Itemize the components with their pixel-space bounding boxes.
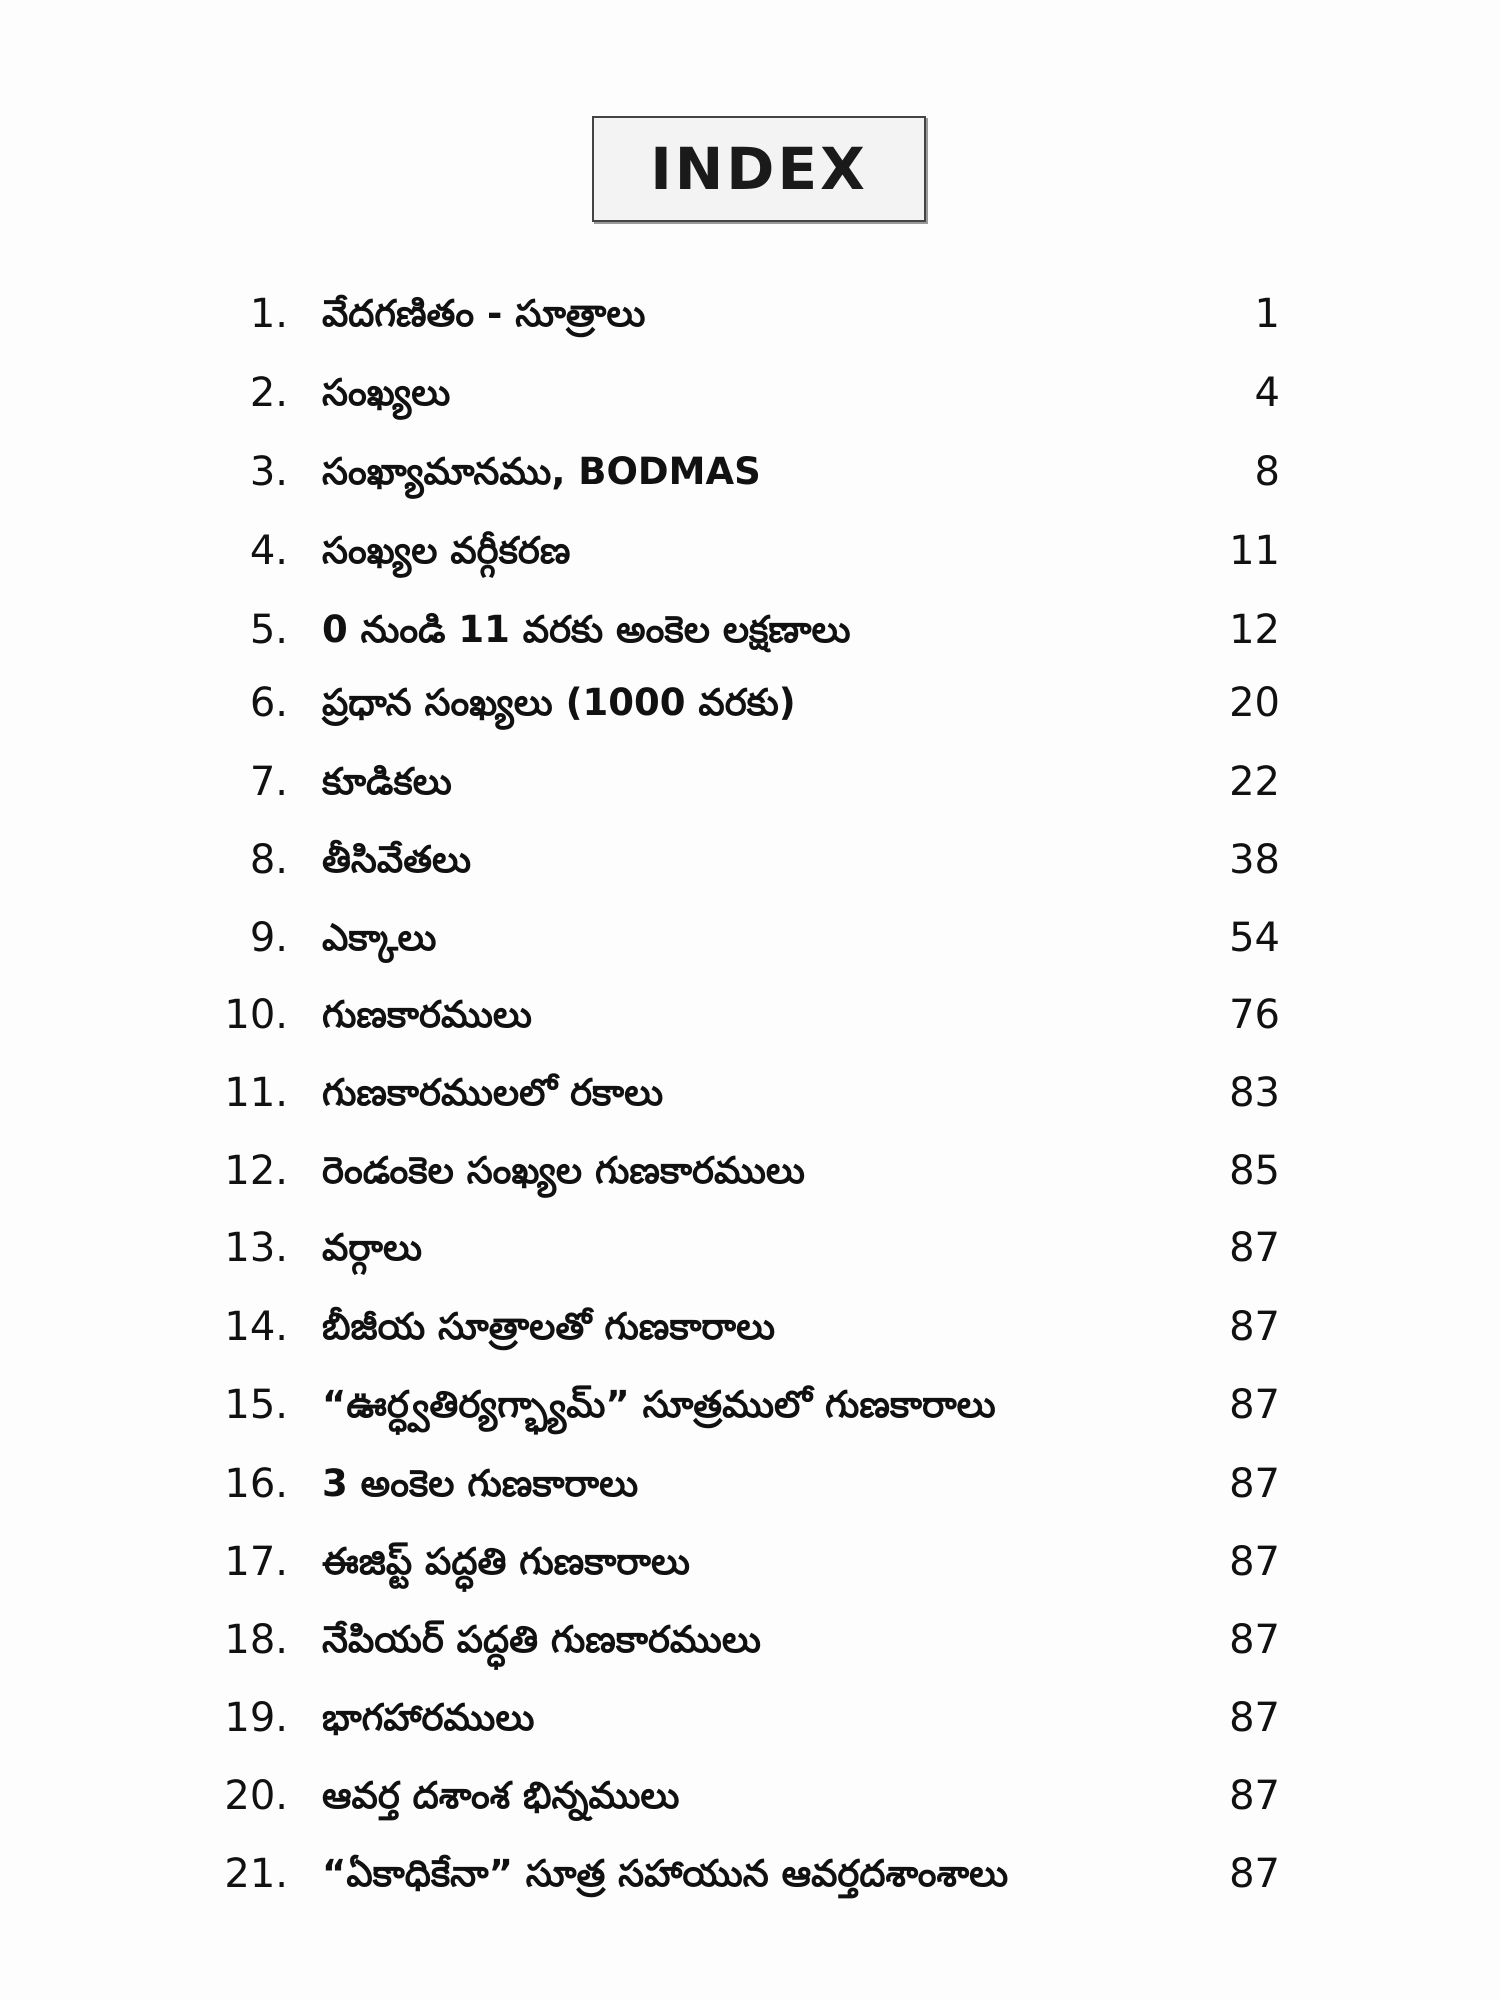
- toc-entry: [0, 1532, 1500, 1592]
- toc-entry: [0, 600, 1500, 660]
- toc-entry-number: 19.: [224, 1695, 288, 1741]
- toc-entry-number: 18.: [224, 1617, 288, 1663]
- toc-entry-title: 3 అంకెల గుణకారాలు: [322, 1462, 639, 1505]
- toc-entry-title: ఆవర్త దశాంశ భిన్నములు: [322, 1774, 680, 1817]
- toc-entry: [0, 521, 1500, 581]
- toc-entry-number: 1.: [249, 291, 288, 337]
- toc-entry-title: భాగహారములు: [322, 1696, 535, 1739]
- toc-entry-title: గుణకారములలో రకాలు: [322, 1071, 664, 1114]
- toc-entry-number: 21.: [224, 1851, 288, 1897]
- toc-entry-title: వర్గాలు: [322, 1226, 423, 1269]
- toc-entry-number: 20.: [224, 1773, 288, 1819]
- toc-entry-number: 10.: [224, 992, 288, 1038]
- toc-entry-number: 7.: [249, 759, 288, 805]
- toc-entry: [0, 1375, 1500, 1435]
- toc-entry-number: 4.: [249, 528, 288, 574]
- toc-entry: [0, 752, 1500, 812]
- toc-entry: [0, 1141, 1500, 1201]
- toc-entry-title: ప్రధాన సంఖ్యలు (1000 వరకు): [322, 681, 796, 724]
- toc-entry-title: తీసివేతలు: [322, 838, 472, 881]
- toc-entry-number: 14.: [224, 1304, 288, 1350]
- toc-entry-page: 87: [1229, 1773, 1280, 1819]
- toc-entry-number: 2.: [249, 370, 288, 416]
- toc-entry-number: 11.: [224, 1070, 288, 1116]
- toc-entry-page: 87: [1229, 1382, 1280, 1428]
- toc-entry-number: 6.: [249, 680, 288, 726]
- toc-entry-number: 16.: [224, 1461, 288, 1507]
- toc-entry-title: “ఏకాధికేనా” సూత్ర సహాయున ఆవర్తదశాంశాలు: [322, 1852, 1009, 1895]
- toc-entry-page: 38: [1229, 837, 1280, 883]
- toc-entry-page: 87: [1229, 1695, 1280, 1741]
- toc-entry-number: 9.: [249, 915, 288, 961]
- toc-entry-title: “ఊర్ధ్వతిర్యగ్భ్యామ్” సూత్రములో గుణకారాలు: [322, 1383, 996, 1426]
- toc-entry-number: 8.: [249, 837, 288, 883]
- toc-entry-number: 12.: [224, 1148, 288, 1194]
- toc-entry-page: 87: [1229, 1461, 1280, 1507]
- toc-entry-page: 83: [1229, 1070, 1280, 1116]
- toc-entry-title: 0 నుండి 11 వరకు అంకెల లక్షణాలు: [322, 608, 851, 651]
- toc-entry-page: 20: [1229, 680, 1280, 726]
- toc-entry: [0, 1218, 1500, 1278]
- toc-entry-title: సంఖ్యలు: [322, 371, 451, 414]
- toc-entry-title: ఈజిప్ట్ పద్ధతి గుణకారాలు: [322, 1540, 690, 1583]
- toc-entry: [0, 1454, 1500, 1514]
- toc-entry: [0, 1766, 1500, 1826]
- toc-entry: [0, 908, 1500, 968]
- toc-entry-page: 76: [1229, 992, 1280, 1038]
- toc-entry-number: 15.: [224, 1382, 288, 1428]
- toc-entry-title: నేపియర్ పద్ధతి గుణకారములు: [322, 1618, 761, 1661]
- toc-entry-page: 87: [1229, 1304, 1280, 1350]
- toc-entry: [0, 442, 1500, 502]
- toc-entry-number: 17.: [224, 1539, 288, 1585]
- toc-entry-title: బీజీయ సూత్రాలతో గుణకారాలు: [322, 1305, 776, 1348]
- toc-entry-page: 87: [1229, 1617, 1280, 1663]
- toc-entry-title: ఎక్కాలు: [322, 916, 437, 959]
- toc-entry-title: వేదగణితం - సూత్రాలు: [322, 292, 646, 335]
- toc-entry-page: 87: [1229, 1851, 1280, 1897]
- toc-entry: [0, 985, 1500, 1045]
- toc-entry-page: 87: [1229, 1225, 1280, 1271]
- toc-entry-page: 85: [1229, 1148, 1280, 1194]
- toc-entry: [0, 830, 1500, 890]
- toc-entry-title: రెండంకెల సంఖ్యల గుణకారములు: [322, 1149, 805, 1192]
- toc-entry-title: కూడికలు: [322, 760, 452, 803]
- toc-entry-number: 3.: [249, 449, 288, 495]
- toc-entry-page: 22: [1229, 759, 1280, 805]
- toc-entry: [0, 673, 1500, 733]
- toc-entry: [0, 1688, 1500, 1748]
- toc-entry-page: 8: [1254, 449, 1280, 495]
- toc-entry-page: 87: [1229, 1539, 1280, 1585]
- toc-entry: [0, 284, 1500, 344]
- toc-entry-page: 1: [1254, 291, 1280, 337]
- toc-entry-number: 5.: [249, 607, 288, 653]
- toc-entry-page: 12: [1229, 607, 1280, 653]
- toc-entry-page: 11: [1229, 528, 1280, 574]
- toc-entry-page: 54: [1229, 915, 1280, 961]
- toc-entry: [0, 1844, 1500, 1904]
- toc-entry: [0, 1297, 1500, 1357]
- toc-entry-page: 4: [1254, 370, 1280, 416]
- toc-entry: [0, 1063, 1500, 1123]
- toc-entry: [0, 363, 1500, 423]
- toc-entry-title: సంఖ్యల వర్గీకరణ: [322, 529, 571, 572]
- index-heading: INDEX: [650, 135, 868, 203]
- toc-entry-title: సంఖ్యామానము, BODMAS: [322, 450, 761, 493]
- toc-entry-number: 13.: [224, 1225, 288, 1271]
- toc-entry: [0, 1610, 1500, 1670]
- toc-entry-title: గుణకారములు: [322, 993, 532, 1036]
